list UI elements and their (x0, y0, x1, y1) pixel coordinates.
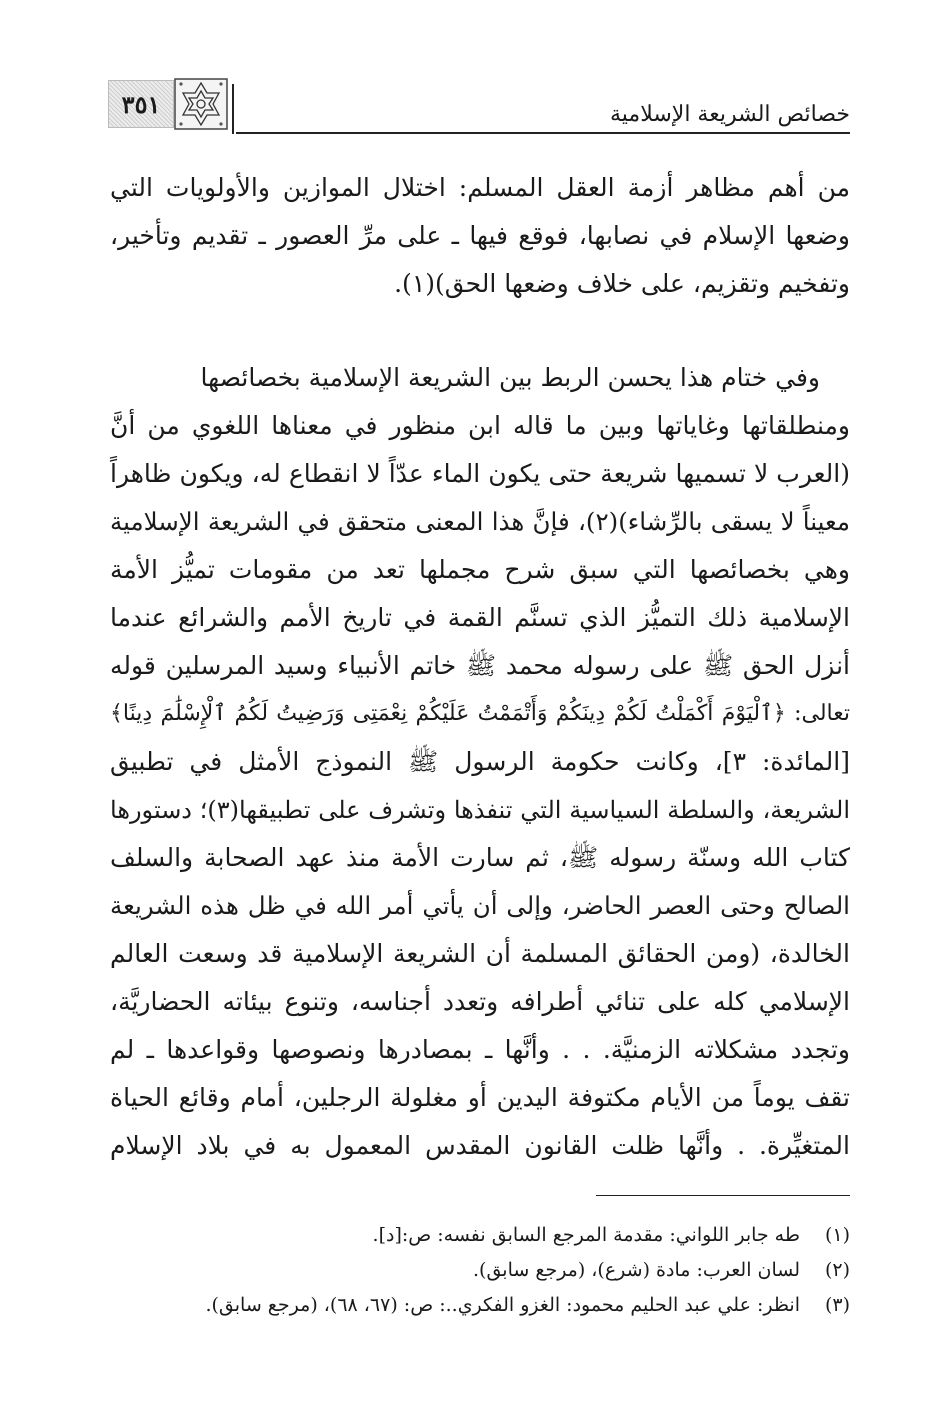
footnote-number: (٢) (824, 1259, 850, 1281)
ornament-icon (174, 78, 228, 130)
text-line: الشريعة، والسلطة السياسية التي تنفذها وتشرف على تطبيقها(٣)؛ دستورها (110, 796, 850, 824)
header-divider (232, 84, 234, 134)
text-line: الخالدة، (ومن الحقائق المسلمة أن الشريعة الإسلامية قد وسعت العالم (110, 939, 850, 968)
main-text (110, 164, 850, 1170)
text-line: وهي بخصائصها التي سبق شرح مجملها تعد من مقومات تميُّز الأمة (110, 555, 850, 584)
quran-verse-line: تعالى: ﴿ٱلْيَوْمَ أَكْمَلْتُ لَكُمْ دِينَكُمْ وَأَتْمَمْتُ عَلَيْكُمْ نِعْمَتِى وَرَضِيتُ لَكُمُ ٱلْإِسْلَٰمَ دِينًا﴾ (110, 701, 850, 726)
text-line: وتفخيم وتقزيم، على خلاف وضعها الحق)(١). (394, 269, 850, 298)
page-number: ٣٥١ (108, 80, 174, 128)
footnote-rule (596, 1195, 850, 1196)
text-line: الإسلامي كله على تنائي أطرافه وتعدد أجناسه، وتنوع بيئاته الحضاريَّة، (110, 987, 850, 1016)
footnote (90, 1218, 850, 1253)
running-title: خصائص الشريعة الإسلامية (610, 102, 850, 127)
footnote (90, 1253, 850, 1288)
footnote-number: (١) (824, 1224, 850, 1246)
text-line: الصالح وحتى العصر الحاضر، وإلى أن يأتي أمر الله في ظل هذه الشريعة (110, 891, 850, 920)
text-line: المتغيِّرة. . وأنَّها ظلت القانون المقدس المعمول به في بلاد الإسلام (110, 1131, 850, 1160)
text-line: من أهم مظاهر أزمة العقل المسلم: اختلال الموازين والأولويات التي (110, 173, 850, 202)
footnote-number: (٣) (824, 1294, 850, 1316)
text-line: تقف يوماً من الأيام مكتوفة اليدين أو مغلولة الرجلين، أمام وقائع الحياة (110, 1083, 850, 1112)
text-line: أنزل الحق ﷺ على رسوله محمد ﷺ خاتم الأنبياء وسيد المرسلين قوله (110, 651, 850, 680)
text-line: كتاب الله وسنّة رسوله ﷺ، ثم سارت الأمة منذ عهد الصحابة والسلف (110, 843, 850, 872)
text-line: وضعها الإسلام في نصابها، فوقع فيها ـ على مرِّ العصور ـ تقديم وتأخير، (110, 221, 850, 250)
text-line: وفي ختام هذا يحسن الربط بين الشريعة الإسلامية بخصائصها (200, 363, 820, 392)
footnotes (90, 1218, 850, 1323)
text-line: معيناً لا يسقى بالرِّشاء)(٢)، فإنَّ هذا المعنى متحقق في الشريعة الإسلامية (110, 507, 851, 536)
text-line: وتجدد مشكلاته الزمنيَّة. . . وأنَّها ـ بمصادرها ونصوصها وقواعدها ـ لم (110, 1035, 850, 1064)
footnote-text: انظر: علي عبد الحليم محمود: الغزو الفكري..: ص: (٦٧، ٦٨)، (مرجع سابق). (205, 1294, 800, 1316)
paragraph (110, 354, 850, 1170)
paragraph (110, 164, 850, 308)
text-line: ومنطلقاتها وغاياتها وبين ما قاله ابن منظور في معناها اللغوي من أنَّ (110, 411, 850, 440)
text-line: (العرب لا تسميها شريعة حتى يكون الماء عدّاً لا انقطاع له، ويكون ظاهراً (110, 459, 850, 488)
footnote (90, 1288, 850, 1323)
header-rule (236, 132, 850, 134)
text-line: [المائدة: ٣]، وكانت حكومة الرسول ﷺ النموذج الأمثل في تطبيق (110, 747, 850, 776)
running-header (108, 78, 850, 134)
footnote-text: طه جابر اللواني: مقدمة المرجع السابق نفسه: ص:[د]. (372, 1224, 800, 1246)
text-line: الإسلامية ذلك التميُّز الذي تسنَّم القمة في تاريخ الأمم والشرائع عندما (110, 603, 850, 632)
footnote-text: لسان العرب: مادة (شرع)، (مرجع سابق). (473, 1259, 800, 1281)
